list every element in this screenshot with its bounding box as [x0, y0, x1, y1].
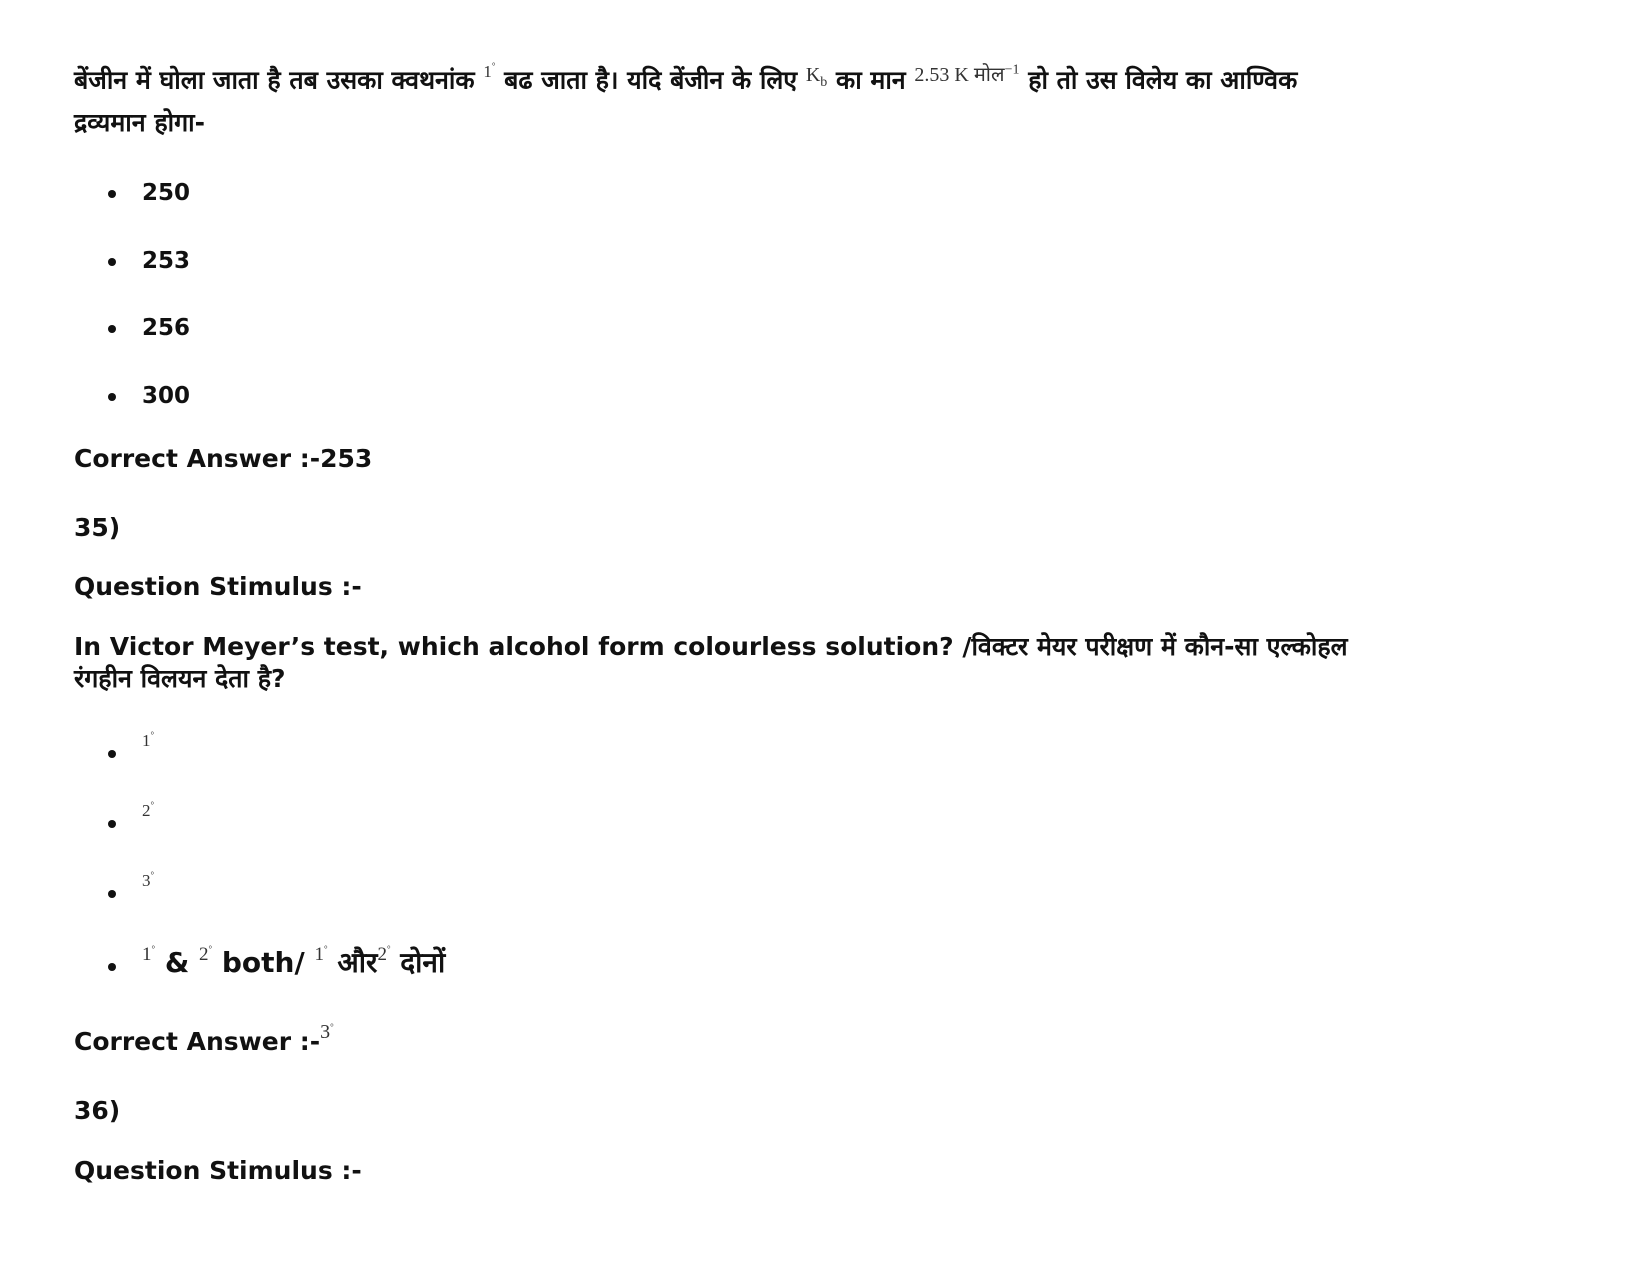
q35-correct-answer-value: 3° [320, 1021, 334, 1043]
q35-stimulus-label: Question Stimulus :- [74, 572, 362, 601]
q35-option-4[interactable]: $^{1^\circ}$ & $^{2^\circ}$ both/ $^{1^\circ}$ और$^{2^\circ}$ दोनों [108, 948, 445, 984]
q35-question-text [74, 631, 1574, 695]
q36-stimulus-label: Question Stimulus :- [74, 1156, 362, 1185]
q35-question-line2: रंगहीन विलयन देता है? [74, 664, 286, 693]
q34-correct-answer-value: 253 [320, 444, 373, 473]
q34-kb-value: 2.53 K मोल−1 [914, 62, 1020, 86]
q34-kb-symbol: Kb [805, 63, 828, 90]
q34-question-line2: द्रव्यमान होगा- [74, 107, 206, 137]
q34-temp-rise-math: 1° [483, 60, 496, 81]
q35-option-3[interactable]: 3° [108, 876, 154, 910]
q34-option-3[interactable]: 256 [108, 313, 190, 343]
q34-option-2[interactable]: 253 [108, 246, 190, 276]
q35-option-2[interactable]: 2° [108, 806, 154, 840]
q36-number: 36) [74, 1096, 121, 1125]
q35-correct-answer: Correct Answer :-$^{3^\circ}$ [74, 1021, 334, 1056]
q35-number: 35) [74, 513, 121, 542]
q34-option-4[interactable]: 300 [108, 381, 190, 411]
q34-question-line1: बेंजीन में घोला जाता है तब उसका क्वथनांक $^{1^\circ}$ बढ जाता है। यदि बेंजीन के लिए $^{K_b}$ का मान $^{2.53 K मोल^{-1}}$ हो तो उस विलेय का आण्विक [74, 60, 1298, 95]
q34-question-text [74, 62, 1574, 139]
q35-question-line1: In Victor Meyer’s test, which alcohol form colourless solution? /विक्टर मेयर परीक्षण में कौन-सा एल्कोहल [74, 632, 1348, 661]
q34-option-1[interactable]: 250 [108, 178, 190, 208]
q34-correct-answer: Correct Answer :-253 [74, 444, 373, 473]
q35-option-1[interactable]: 1° [108, 736, 154, 770]
